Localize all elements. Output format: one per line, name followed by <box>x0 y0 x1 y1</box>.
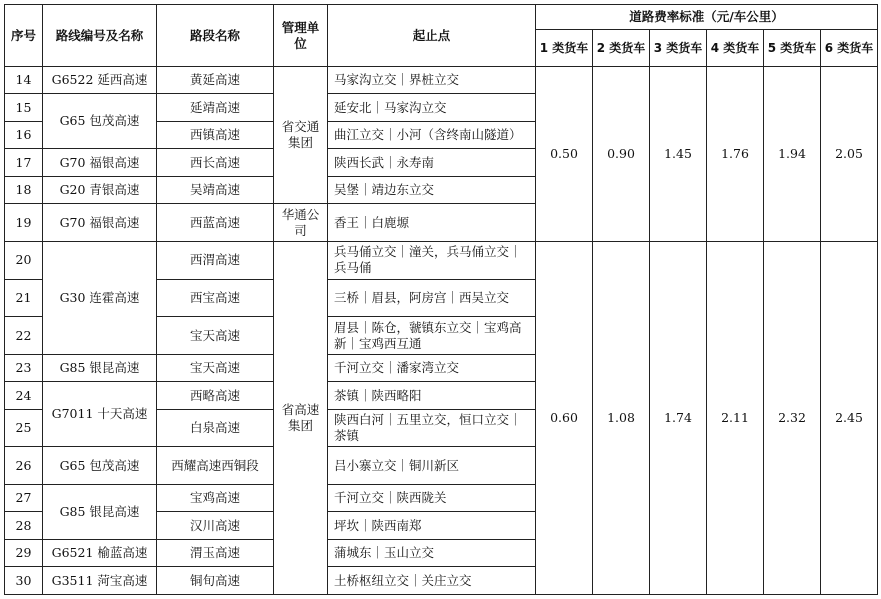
endpoints: 马家沟立交｜界桩立交 <box>328 67 536 94</box>
row-seq: 15 <box>5 94 43 121</box>
endpoints: 香王｜白鹿塬 <box>328 204 536 242</box>
section-name: 西镇高速 <box>157 121 274 148</box>
section-name: 宝天高速 <box>157 317 274 355</box>
header-mgmt: 管理单位 <box>274 5 328 67</box>
row-seq: 19 <box>5 204 43 242</box>
rate-class-4: 1.76 <box>707 67 764 242</box>
endpoints: 延安北｜马家沟立交 <box>328 94 536 121</box>
row-seq: 28 <box>5 512 43 539</box>
row-seq: 23 <box>5 354 43 381</box>
rate-class-4: 2.11 <box>707 241 764 594</box>
rate-class-2: 0.90 <box>593 67 650 242</box>
section-name: 西耀高速西铜段 <box>157 447 274 485</box>
section-name: 渭玉高速 <box>157 539 274 566</box>
endpoints: 千河立交｜潘家湾立交 <box>328 354 536 381</box>
endpoints: 眉县｜陈仓，虢镇东立交｜宝鸡高新｜宝鸡西互通 <box>328 317 536 355</box>
route-name: G7011 十天高速 <box>43 382 157 447</box>
route-name: G70 福银高速 <box>43 204 157 242</box>
endpoints: 坪坎｜陕西南郑 <box>328 512 536 539</box>
header-endpoints: 起止点 <box>328 5 536 67</box>
section-name: 吴靖高速 <box>157 176 274 203</box>
row-seq: 30 <box>5 567 43 595</box>
rate-class-6: 2.45 <box>821 241 878 594</box>
endpoints: 兵马俑立交｜潼关，兵马俑立交｜兵马俑 <box>328 241 536 279</box>
rate-class-3: 1.45 <box>650 67 707 242</box>
section-name: 铜旬高速 <box>157 567 274 595</box>
header-class-3: 3 类货车 <box>650 30 707 67</box>
endpoints: 三桥｜眉县，阿房宫｜西吴立交 <box>328 279 536 317</box>
rate-class-6: 2.05 <box>821 67 878 242</box>
section-name: 汉川高速 <box>157 512 274 539</box>
row-seq: 14 <box>5 67 43 94</box>
route-name: G70 福银高速 <box>43 149 157 176</box>
row-seq: 18 <box>5 176 43 203</box>
route-name: G65 包茂高速 <box>43 447 157 485</box>
section-name: 西渭高速 <box>157 241 274 279</box>
row-seq: 26 <box>5 447 43 485</box>
route-name: G85 银昆高速 <box>43 354 157 381</box>
route-name: G85 银昆高速 <box>43 485 157 540</box>
endpoints: 千河立交｜陕西陇关 <box>328 485 536 512</box>
row-seq: 27 <box>5 485 43 512</box>
endpoints: 吴堡｜靖边东立交 <box>328 176 536 203</box>
row-seq: 21 <box>5 279 43 317</box>
section-name: 西长高速 <box>157 149 274 176</box>
section-name: 白泉高速 <box>157 409 274 447</box>
mgmt-unit: 华通公司 <box>274 204 328 242</box>
rate-class-3: 1.74 <box>650 241 707 594</box>
mgmt-unit: 省交通集团 <box>274 67 328 204</box>
row-seq: 22 <box>5 317 43 355</box>
header-rate-group: 道路费率标准（元/车公里） <box>536 5 878 30</box>
section-name: 西宝高速 <box>157 279 274 317</box>
route-name: G6522 延西高速 <box>43 67 157 94</box>
toll-rate-table <box>4 4 878 595</box>
header-class-1: 1 类货车 <box>536 30 593 67</box>
section-name: 宝天高速 <box>157 354 274 381</box>
rate-class-1: 0.60 <box>536 241 593 594</box>
endpoints: 吕小寨立交｜铜川新区 <box>328 447 536 485</box>
endpoints: 蒲城东｜玉山立交 <box>328 539 536 566</box>
rate-class-5: 1.94 <box>764 67 821 242</box>
route-name: G65 包茂高速 <box>43 94 157 149</box>
endpoints: 陕西长武｜永寿南 <box>328 149 536 176</box>
endpoints: 土桥枢纽立交｜关庄立交 <box>328 567 536 595</box>
header-class-2: 2 类货车 <box>593 30 650 67</box>
route-name: G20 青银高速 <box>43 176 157 203</box>
row-seq: 24 <box>5 382 43 409</box>
header-class-4: 4 类货车 <box>707 30 764 67</box>
row-seq: 16 <box>5 121 43 148</box>
route-name: G30 连霍高速 <box>43 241 157 354</box>
route-name: G3511 菏宝高速 <box>43 567 157 595</box>
endpoints: 茶镇｜陕西略阳 <box>328 382 536 409</box>
rate-class-1: 0.50 <box>536 67 593 242</box>
header-section: 路段名称 <box>157 5 274 67</box>
route-name: G6521 榆蓝高速 <box>43 539 157 566</box>
section-name: 西略高速 <box>157 382 274 409</box>
endpoints: 曲江立交｜小河（含终南山隧道） <box>328 121 536 148</box>
section-name: 西蓝高速 <box>157 204 274 242</box>
table-row <box>5 67 878 94</box>
endpoints: 陕西白河｜五里立交，恒口立交｜茶镇 <box>328 409 536 447</box>
header-seq: 序号 <box>5 5 43 67</box>
section-name: 延靖高速 <box>157 94 274 121</box>
rate-class-2: 1.08 <box>593 241 650 594</box>
mgmt-unit: 省高速集团 <box>274 241 328 594</box>
header-route: 路线编号及名称 <box>43 5 157 67</box>
row-seq: 25 <box>5 409 43 447</box>
table-row <box>5 241 878 279</box>
row-seq: 17 <box>5 149 43 176</box>
section-name: 宝鸡高速 <box>157 485 274 512</box>
row-seq: 20 <box>5 241 43 279</box>
row-seq: 29 <box>5 539 43 566</box>
header-class-5: 5 类货车 <box>764 30 821 67</box>
section-name: 黄延高速 <box>157 67 274 94</box>
rate-class-5: 2.32 <box>764 241 821 594</box>
header-class-6: 6 类货车 <box>821 30 878 67</box>
